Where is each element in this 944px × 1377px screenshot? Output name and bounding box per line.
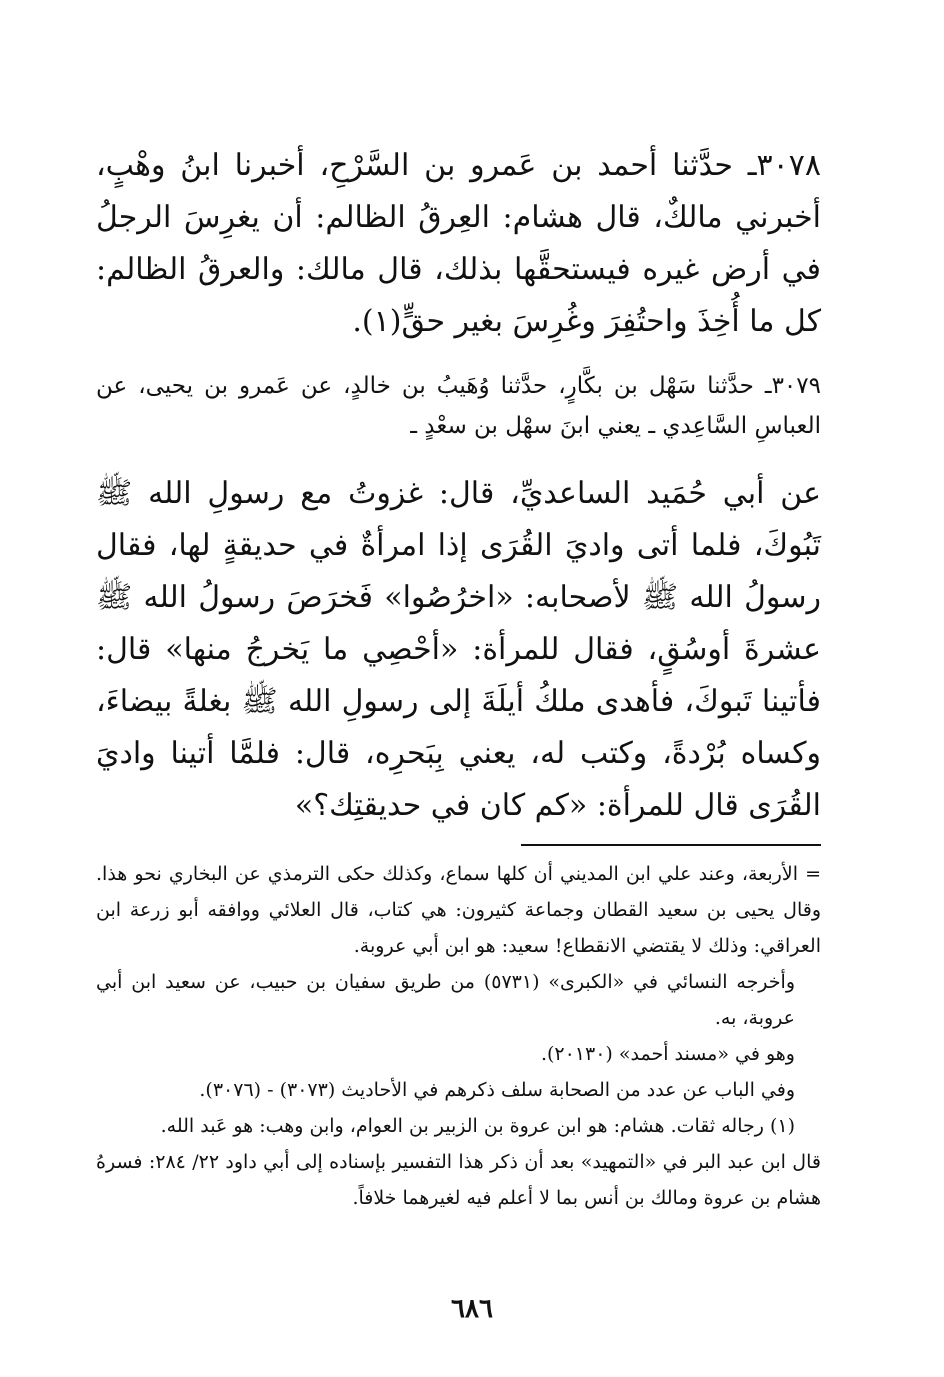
page-body — [96, 140, 821, 1216]
footnotes — [96, 856, 821, 1216]
footnote-1: (١) رجاله ثقات. هشام: هو ابن عروة بن الزبير بن العوام، وابن وهب: هو عَبد الله. — [160, 1115, 795, 1137]
hadith-3079-isnad: ٣٠٧٩ـ حدَّثنا سَهْل بن بكَّارٍ، حدَّثنا وُهَيبُ بن خالدٍ، عن عَمرو بن يحيى، عن العباسِ السَّاعِدي ـ يعني ابنَ سهْل بن سعْدٍ ـ — [96, 373, 821, 439]
footnote-musnad: وهو في «مسند أحمد» (٢٠١٣٠). — [540, 1043, 795, 1065]
footnote-nasai: وأخرجه النسائي في «الكبرى» (٥٧٣١) من طريق سفيان بن حبيب، عن سعيد ابن أبي عروبة، به. — [96, 971, 795, 1029]
footnote-continuation: = الأربعة، وعند علي ابن المديني أن كلها سماع، وكذلك حكى الترمذي عن البخاري نحو هذا. وقال يحيى بن سعيد القطان وجماعة كثيرون: هي كتاب، قال العلائي ووافقه أبو زرعة ابن العراقي: وذلك لا يقتضي الانقطاع! سعيد: هو ابن أبي عروبة. — [96, 863, 821, 957]
hadith-3079-matn: عن أبي حُمَيد الساعديِّ، قال: غزوتُ مع رسولِ الله ﷺ تَبُوكَ، فلما أتى واديَ القُرَى إذا امرأةٌ في حديقةٍ لها، فقال رسولُ الله ﷺ لأصحابه: «اخرُصُوا» فَخرَصَ رسولُ الله ﷺ عشرةَ أوسُقٍ، فقال للمرأة: «أحْصِي ما يَخرجُ منها» قال: فأتينا تَبوكَ، فأهدى ملكُ أيلَةَ إلى رسولِ الله ﷺ بغلةً بيضاءَ، وكساه بُرْدةً، وكتب له، يعني بِبَحرِه، قال: فلمَّا أتينا واديَ القُرَى قال للمرأة: «كم كان في حديقتِك؟» — [96, 476, 821, 823]
footnote-separator — [521, 844, 821, 846]
footnote-ibn-abd-al-barr: قال ابن عبد البر في «التمهيد» بعد أن ذكر هذا التفسير بإسناده إلى أبي داود ٢٢/ ٢٨٤: فسرهُ هشام بن عروة ومالك بن أنس بما لا أعلم فيه لغيرهما خلافاً. — [96, 1151, 821, 1209]
footnote-bab: وفي الباب عن عدد من الصحابة سلف ذكرهم في الأحاديث (٣٠٧٣) - (٣٠٧٦). — [199, 1079, 795, 1101]
page-number: ٦٨٦ — [451, 1294, 493, 1324]
hadith-3078: ٣٠٧٨ـ حدَّثنا أحمد بن عَمرو بن السَّرْحِ، أخبرنا ابنُ وهْبٍ، أخبرني مالكٌ، قال هشام: العِرقُ الظالم: أن يغرِسَ الرجلُ في أرض غيره فيستحقَّها بذلك، قال مالك: والعرقُ الظالم: كل ما أُخِذَ واحتُفِرَ وغُرِسَ بغير حقٍّ(١). — [96, 148, 821, 339]
